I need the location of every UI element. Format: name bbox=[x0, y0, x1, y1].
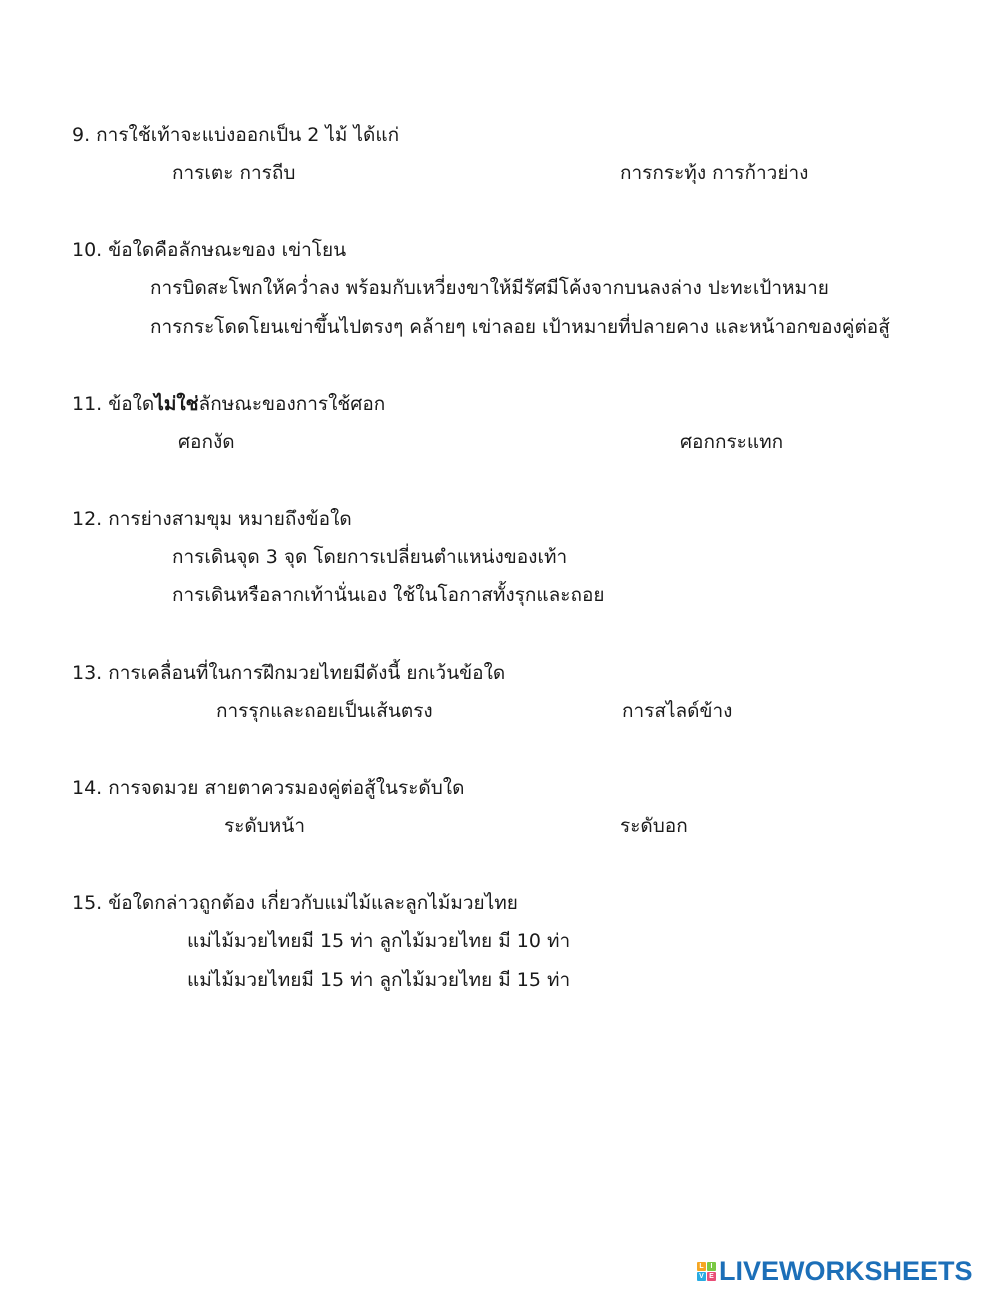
question-10-title: 10. ข้อใดคือลักษณะของ เข่าโยน bbox=[72, 239, 347, 261]
question-14-option-a[interactable]: ระดับหน้า bbox=[224, 815, 305, 837]
question-13-title: 13. การเคลื่อนที่ในการฝึกมวยไทยมีดังนี้ ยกเว้นข้อใด bbox=[72, 662, 506, 684]
question-15-option-b[interactable]: แม่ไม้มวยไทยมี 15 ท่า ลูกไม้มวยไทย มี 15 ท่า bbox=[187, 969, 571, 991]
question-12-option-a[interactable]: การเดินจุด 3 จุด โดยการเปลี่ยนตำแหน่งของเท้า bbox=[172, 546, 568, 568]
question-14-option-b[interactable]: ระดับอก bbox=[620, 815, 688, 837]
logo-blocks-icon: L I V E bbox=[697, 1262, 716, 1281]
question-9-title: 9. การใช้เท้าจะแบ่งออกเป็น 2 ไม้ ได้แก่ bbox=[72, 124, 400, 146]
logo-text: LIVEWORKSHEETS bbox=[719, 1255, 973, 1286]
question-10-option-b[interactable]: การกระโดดโยนเข่าขึ้นไปตรงๆ คล้ายๆ เข่าลอย เป้าหมายที่ปลายคาง และหน้าอกของคู่ต่อสู้ bbox=[150, 316, 890, 338]
question-12-title: 12. การย่างสามขุม หมายถึงข้อใด bbox=[72, 508, 352, 530]
question-15-title: 15. ข้อใดกล่าวถูกต้อง เกี่ยวกับแม่ไม้และลูกไม้มวยไทย bbox=[72, 892, 518, 914]
question-14-title: 14. การจดมวย สายตาควรมองคู่ต่อสู้ในระดับใด bbox=[72, 777, 465, 799]
question-11-emphasis: ไม่ใช่ bbox=[154, 393, 199, 415]
liveworksheets-logo bbox=[697, 1256, 973, 1286]
question-12-option-b[interactable]: การเดินหรือลากเท้านั่นเอง ใช้ในโอกาสทั้งรุกและถอย bbox=[172, 584, 605, 606]
question-10-option-a[interactable]: การบิดสะโพกให้คว่ำลง พร้อมกับเหวี่ยงขาให้มีรัศมีโค้งจากบนลงล่าง ปะทะเป้าหมาย bbox=[150, 277, 829, 299]
question-9-option-b[interactable]: การกระทุ้ง การก้าวย่าง bbox=[620, 162, 809, 184]
question-11-option-a[interactable]: ศอกงัด bbox=[178, 431, 235, 453]
question-15-option-a[interactable]: แม่ไม้มวยไทยมี 15 ท่า ลูกไม้มวยไทย มี 10 ท่า bbox=[187, 930, 571, 952]
question-9-option-a[interactable]: การเตะ การถีบ bbox=[172, 162, 296, 184]
question-13-option-a[interactable]: การรุกและถอยเป็นเส้นตรง bbox=[216, 700, 433, 722]
question-11-title: 11. ข้อใดไม่ใช่ลักษณะของการใช้ศอก bbox=[72, 393, 386, 415]
question-11-option-b[interactable]: ศอกกระแทก bbox=[680, 431, 784, 453]
question-13-option-b[interactable]: การสไลด์ข้าง bbox=[622, 700, 733, 722]
